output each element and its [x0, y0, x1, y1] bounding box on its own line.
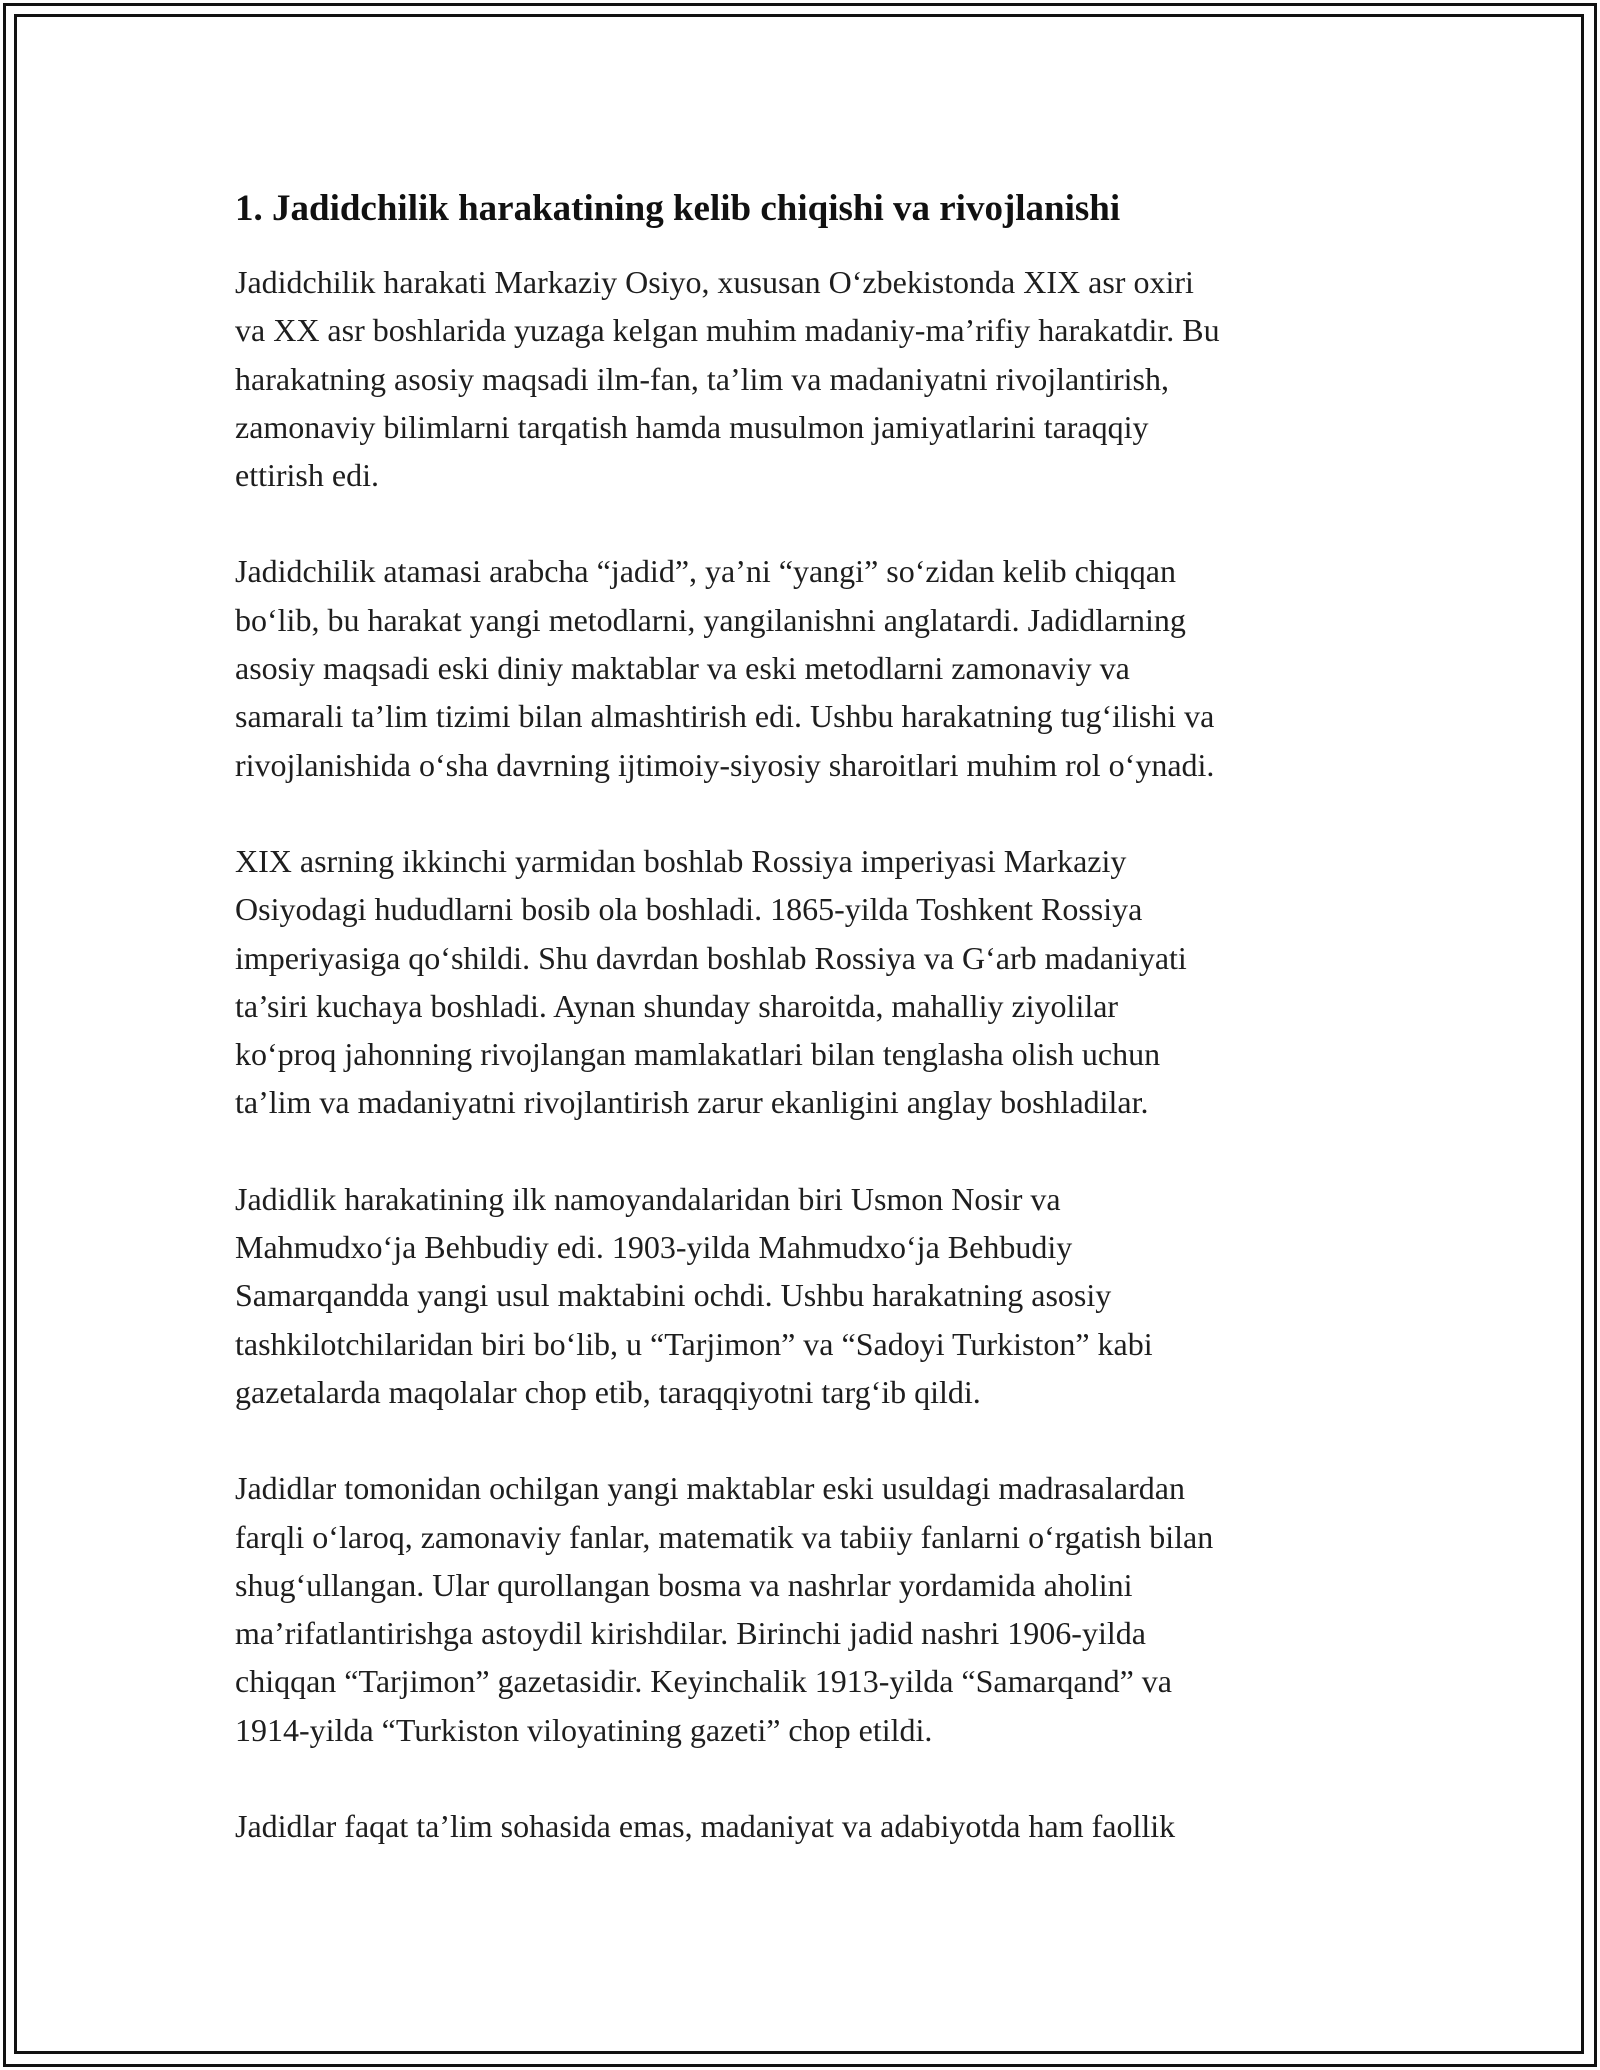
paragraph-line: imperiyasiga qo‘shildi. Shu davrdan boshlab Rossiya va G‘arb madaniyati — [235, 939, 1187, 976]
paragraph-list — [235, 258, 1375, 1850]
paragraph-line: rivojlanishida o‘sha davrning ijtimoiy-siyosiy sharoitlari muhim rol o‘ynadi. — [235, 746, 1215, 783]
document-body — [235, 186, 1375, 1898]
paragraph-line: Osiyodagi hududlarni bosib ola boshladi. 1865-yilda Toshkent Rossiya — [235, 891, 1143, 928]
paragraph-line: ko‘proq jahonning rivojlangan mamlakatlari bilan tenglasha olish uchun — [235, 1036, 1161, 1073]
paragraph-line: asosiy maqsadi eski diniy maktablar va eski metodlarni zamonaviy va — [235, 650, 1130, 687]
paragraph-line: Jadidlik harakatining ilk namoyandalaridan biri Usmon Nosir va — [235, 1180, 1061, 1217]
paragraph-line: Mahmudxo‘ja Behbudiy edi. 1903-yilda Mahmudxo‘ja Behbudiy — [235, 1229, 1073, 1266]
paragraph-line: Jadidchilik harakati Markaziy Osiyo, xususan O‘zbekistonda XIX asr oxiri — [235, 264, 1194, 300]
paragraph-line: va XX asr boshlarida yuzaga kelgan muhim madaniy-ma’rifiy harakatdir. Bu — [235, 312, 1220, 349]
paragraph — [235, 1175, 1375, 1416]
paragraph — [235, 837, 1375, 1127]
paragraph — [235, 547, 1375, 788]
paragraph-line: ta’siri kuchaya boshladi. Aynan shunday sharoitda, mahalliy ziyolilar — [235, 987, 1119, 1024]
paragraph-line: bo‘lib, bu harakat yangi metodlarni, yangilanishni anglatardi. Jadidlarning — [235, 601, 1186, 638]
paragraph-line: Jadidlar tomonidan ochilgan yangi maktablar eski usuldagi madrasalardan — [235, 1470, 1185, 1507]
paragraph-line: shug‘ullangan. Ular qurollangan bosma va nashrlar yordamida aholini — [235, 1566, 1133, 1603]
paragraph-line: harakatning asosiy maqsadi ilm-fan, ta’lim va madaniyatni rivojlantirish, — [235, 360, 1169, 397]
paragraph-line: XIX asrning ikkinchi yarmidan boshlab Rossiya imperiyasi Markaziy — [235, 842, 1127, 879]
paragraph-line: 1914-yilda “Turkiston viloyatining gazeti” chop etildi. — [235, 1711, 933, 1748]
paragraph — [235, 258, 1375, 499]
paragraph-line: Jadidlar faqat ta’lim sohasida emas, madaniyat va adabiyotda ham faollik — [235, 1808, 1176, 1845]
paragraph-line: farqli o‘laroq, zamonaviy fanlar, matematik va tabiiy fanlarni o‘rgatish bilan — [235, 1518, 1214, 1555]
paragraph — [235, 1464, 1375, 1754]
paragraph-line: chiqqan “Tarjimon” gazetasidir. Keyinchalik 1913-yilda “Samarqand” va — [235, 1663, 1172, 1700]
paragraph-line: Jadidchilik atamasi arabcha “jadid”, ya’ni “yangi” so‘zidan kelib chiqqan — [235, 553, 1176, 590]
paragraph — [235, 1802, 1375, 1850]
paragraph-line: Samarqandda yangi usul maktabini ochdi. Ushbu harakatning asosiy — [235, 1277, 1112, 1314]
paragraph-line: ta’lim va madaniyatni rivojlantirish zarur ekanligini anglay boshladilar. — [235, 1084, 1149, 1121]
paragraph-line: tashkilotchilaridan biri bo‘lib, u “Tarjimon” va “Sadoyi Turkiston” kabi — [235, 1325, 1153, 1362]
paragraph-line: ettirish edi. — [235, 457, 379, 494]
paragraph-line: zamonaviy bilimlarni tarqatish hamda musulmon jamiyatlarini taraqqiy — [235, 408, 1149, 445]
paragraph-line: gazetalarda maqolalar chop etib, taraqqiyotni targ‘ib qildi. — [235, 1373, 981, 1410]
paragraph-line: ma’rifatlantirishga astoydil kirishdilar. Birinchi jadid nashri 1906-yilda — [235, 1615, 1146, 1652]
section-heading: 1. Jadidchilik harakatining kelib chiqishi va rivojlanishi — [235, 188, 1121, 229]
paragraph-line: samarali ta’lim tizimi bilan almashtirish edi. Ushbu harakatning tug‘ilishi va — [235, 698, 1215, 735]
